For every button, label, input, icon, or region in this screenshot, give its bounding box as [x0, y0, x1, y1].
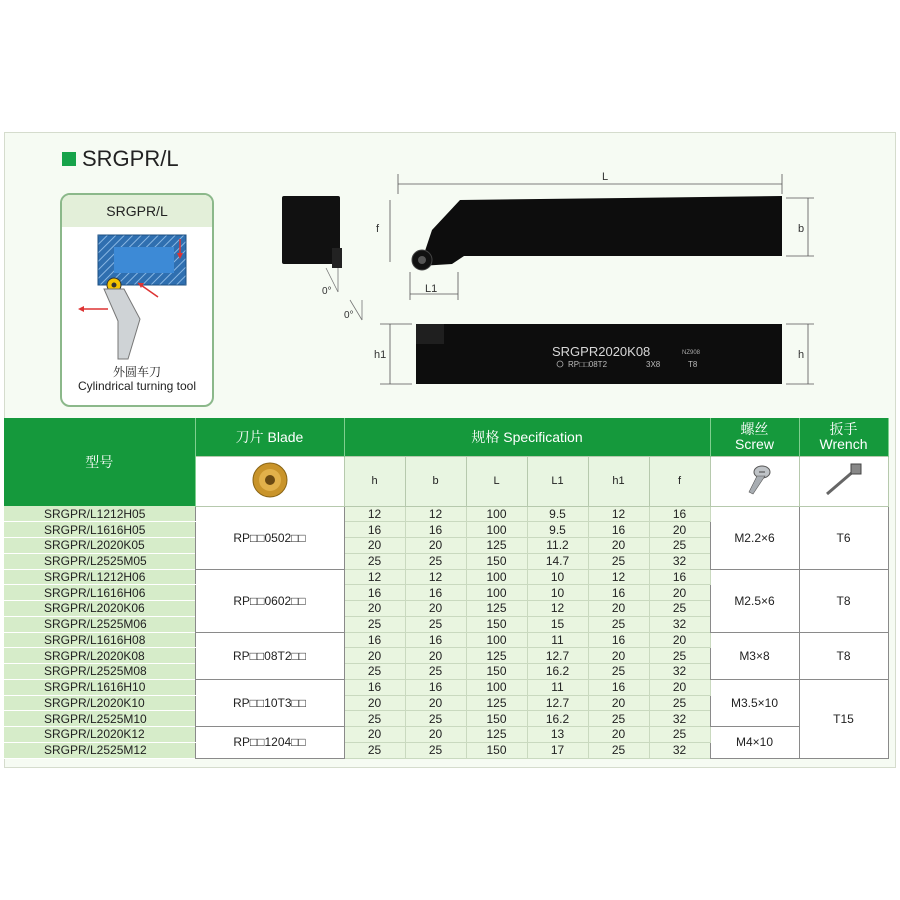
spec-cell-l1: 14.7	[527, 553, 588, 569]
header-spec: 规格 Specification	[344, 418, 710, 456]
spec-cell-l1: 11.2	[527, 538, 588, 554]
screw-cell: M3.5×10	[710, 679, 799, 726]
spec-cell-h: 25	[344, 616, 405, 632]
spec-col-h1: h1	[588, 456, 649, 506]
spec-cell-l: 100	[466, 632, 527, 648]
spec-cell-h1: 16	[588, 679, 649, 695]
spec-cell-l: 100	[466, 585, 527, 601]
screw-cell: M3×8	[710, 632, 799, 679]
spec-cell-f: 20	[649, 585, 710, 601]
spec-cell-f: 20	[649, 679, 710, 695]
spec-cell-b: 16	[405, 585, 466, 601]
header-blade: 刀片 Blade	[195, 418, 344, 456]
spec-cell-l1: 12	[527, 601, 588, 617]
spec-col-f: f	[649, 456, 710, 506]
spec-cell-h: 20	[344, 538, 405, 554]
spec-cell-f: 25	[649, 648, 710, 664]
spec-cell-h1: 25	[588, 664, 649, 680]
spec-cell-l: 125	[466, 538, 527, 554]
spec-cell-f: 25	[649, 601, 710, 617]
header-screw	[710, 418, 799, 456]
spec-cell-l: 125	[466, 695, 527, 711]
tool-marking: SRGPR2020K08	[552, 344, 651, 359]
illustration-caption-cn: 外圆车刀	[112, 365, 161, 379]
model-cell: SRGPR/L1212H06	[4, 569, 195, 585]
spec-cell-f: 25	[649, 695, 710, 711]
spec-cell-h1: 16	[588, 585, 649, 601]
blade-cell: RP□□0502□□	[195, 506, 344, 569]
table-row	[4, 569, 888, 585]
spec-cell-f: 16	[649, 569, 710, 585]
spec-cell-l1: 16.2	[527, 711, 588, 727]
spec-cell-l: 125	[466, 601, 527, 617]
spec-cell-l: 100	[466, 522, 527, 538]
blade-cell: RP□□08T2□□	[195, 632, 344, 679]
spec-cell-b: 20	[405, 727, 466, 743]
wrench-cell: T6	[799, 506, 888, 569]
dim-L-label: L	[602, 171, 609, 183]
header-wrench	[799, 418, 888, 456]
angle-label-1: 0°	[322, 286, 332, 297]
screw-cell: M2.2×6	[710, 506, 799, 569]
model-cell: SRGPR/L1616H10	[4, 679, 195, 695]
spec-cell-l: 100	[466, 569, 527, 585]
spec-cell-h1: 20	[588, 648, 649, 664]
application-illustration	[60, 193, 214, 407]
spec-cell-l: 150	[466, 553, 527, 569]
spec-cell-b: 20	[405, 601, 466, 617]
spec-cell-h1: 25	[588, 742, 649, 758]
spec-cell-b: 20	[405, 538, 466, 554]
spec-cell-l1: 11	[527, 632, 588, 648]
insert-icon	[240, 458, 300, 502]
page-title: SRGPR/L	[82, 146, 179, 171]
model-cell: SRGPR/L2020K06	[4, 601, 195, 617]
spec-cell-h: 16	[344, 522, 405, 538]
spec-cell-f: 16	[649, 506, 710, 522]
spec-cell-l: 150	[466, 664, 527, 680]
model-cell: SRGPR/L1616H06	[4, 585, 195, 601]
model-cell: SRGPR/L2020K10	[4, 695, 195, 711]
model-cell: SRGPR/L2525M10	[4, 711, 195, 727]
model-cell: SRGPR/L2525M05	[4, 553, 195, 569]
spec-cell-h1: 25	[588, 711, 649, 727]
turning-diagram-icon	[62, 229, 212, 369]
spec-cell-f: 32	[649, 742, 710, 758]
header-screw-cn: 螺丝	[740, 420, 769, 437]
spec-cell-h1: 16	[588, 632, 649, 648]
model-cell: SRGPR/L2020K12	[4, 727, 195, 743]
insert-front-view	[282, 196, 340, 264]
spec-cell-b: 25	[405, 553, 466, 569]
spec-cell-h: 20	[344, 601, 405, 617]
spec-cell-h: 20	[344, 695, 405, 711]
screw-icon	[735, 460, 775, 500]
spec-col-h: h	[344, 456, 405, 506]
spec-cell-b: 12	[405, 506, 466, 522]
model-cell: SRGPR/L1616H08	[4, 632, 195, 648]
spec-table	[4, 418, 889, 759]
spec-cell-l: 150	[466, 742, 527, 758]
header-wrench-cn: 扳手	[829, 420, 858, 437]
spec-cell-l: 100	[466, 506, 527, 522]
spec-cell-l: 125	[466, 648, 527, 664]
illustration-label: SRGPR/L	[62, 195, 212, 227]
table-row	[4, 506, 888, 522]
spec-cell-h1: 25	[588, 553, 649, 569]
spec-cell-b: 16	[405, 522, 466, 538]
spec-cell-h1: 16	[588, 522, 649, 538]
spec-cell-h1: 20	[588, 538, 649, 554]
spec-cell-l1: 17	[527, 742, 588, 758]
spec-cell-f: 25	[649, 727, 710, 743]
dim-b-label: b	[798, 223, 805, 235]
model-cell: SRGPR/L1616H05	[4, 522, 195, 538]
screw-cell: M4×10	[710, 727, 799, 759]
tool-marking-wrench: T8	[688, 360, 698, 369]
table-row	[4, 727, 888, 743]
spec-cell-b: 16	[405, 632, 466, 648]
dim-h-label: h	[798, 349, 805, 361]
spec-col-L1: L1	[527, 456, 588, 506]
spec-cell-h: 16	[344, 585, 405, 601]
spec-cell-l: 150	[466, 616, 527, 632]
spec-cell-l1: 12.7	[527, 648, 588, 664]
spec-cell-f: 20	[649, 632, 710, 648]
model-cell: SRGPR/L2525M12	[4, 742, 195, 758]
spec-cell-b: 20	[405, 695, 466, 711]
spec-cell-b: 20	[405, 648, 466, 664]
screw-cell: M2.5×6	[710, 569, 799, 632]
dim-f-label: f	[376, 223, 380, 235]
spec-cell-h: 25	[344, 664, 405, 680]
tool-top-view	[420, 196, 782, 266]
spec-cell-b: 25	[405, 742, 466, 758]
spec-cell-h: 25	[344, 711, 405, 727]
spec-cell-h: 12	[344, 506, 405, 522]
blade-cell: RP□□1204□□	[195, 727, 344, 759]
spec-cell-f: 32	[649, 664, 710, 680]
spec-col-b: b	[405, 456, 466, 506]
illustration-caption-en: Cylindrical turning tool	[77, 379, 197, 393]
spec-cell-l1: 16.2	[527, 664, 588, 680]
spec-cell-l: 150	[466, 711, 527, 727]
wrench-icon	[819, 460, 869, 500]
model-cell: SRGPR/L1212H05	[4, 506, 195, 522]
spec-cell-h1: 25	[588, 616, 649, 632]
model-cell: SRGPR/L2525M06	[4, 616, 195, 632]
blade-cell: RP□□10T3□□	[195, 679, 344, 726]
dim-h1-label: h1	[374, 349, 387, 361]
spec-cell-h: 12	[344, 569, 405, 585]
spec-cell-l1: 11	[527, 679, 588, 695]
spec-cell-h: 20	[344, 648, 405, 664]
title-square-icon	[62, 152, 76, 166]
spec-cell-h: 25	[344, 553, 405, 569]
spec-cell-h1: 12	[588, 569, 649, 585]
spec-cell-l1: 10	[527, 569, 588, 585]
dim-L1-label: L1	[425, 283, 438, 295]
spec-cell-b: 12	[405, 569, 466, 585]
spec-cell-h: 25	[344, 742, 405, 758]
wrench-cell: T15	[799, 679, 888, 758]
spec-cell-l1: 12.7	[527, 695, 588, 711]
spec-cell-f: 32	[649, 711, 710, 727]
blade-cell: RP□□0602□□	[195, 569, 344, 632]
tool-marking-screw: 3X8	[646, 360, 661, 369]
wrench-cell: T8	[799, 632, 888, 679]
tool-marking-insert: RP□□08T2	[568, 360, 608, 369]
spec-cell-h: 16	[344, 632, 405, 648]
header-model: 型号	[4, 418, 195, 506]
spec-cell-l: 125	[466, 727, 527, 743]
table-row	[4, 632, 888, 648]
spec-cell-f: 32	[649, 553, 710, 569]
wrench-image	[799, 456, 888, 506]
model-cell: SRGPR/L2020K05	[4, 538, 195, 554]
spec-cell-h: 16	[344, 679, 405, 695]
spec-cell-l1: 13	[527, 727, 588, 743]
screw-image	[710, 456, 799, 506]
technical-drawing	[270, 160, 830, 400]
model-cell: SRGPR/L2020K08	[4, 648, 195, 664]
spec-cell-h1: 20	[588, 601, 649, 617]
spec-cell-b: 16	[405, 679, 466, 695]
spec-cell-h: 20	[344, 727, 405, 743]
spec-cell-h1: 12	[588, 506, 649, 522]
spec-cell-b: 25	[405, 616, 466, 632]
spec-cell-l: 100	[466, 679, 527, 695]
spec-cell-l1: 9.5	[527, 506, 588, 522]
spec-cell-h1: 20	[588, 727, 649, 743]
table-row	[4, 679, 888, 695]
spec-cell-l1: 15	[527, 616, 588, 632]
spec-cell-h1: 20	[588, 695, 649, 711]
spec-cell-l1: 9.5	[527, 522, 588, 538]
insert-image	[195, 456, 344, 506]
spec-cell-l1: 10	[527, 585, 588, 601]
wrench-cell: T8	[799, 569, 888, 632]
spec-cell-b: 25	[405, 664, 466, 680]
header-wrench-en: Wrench	[819, 435, 868, 452]
spec-cell-f: 20	[649, 522, 710, 538]
spec-cell-f: 25	[649, 538, 710, 554]
model-cell: SRGPR/L2525M08	[4, 664, 195, 680]
angle-label-2: 0°	[344, 310, 354, 321]
spec-cell-f: 32	[649, 616, 710, 632]
header-screw-en: Screw	[735, 435, 774, 452]
spec-col-L: L	[466, 456, 527, 506]
tool-marking-code: NZ908	[682, 350, 701, 356]
spec-cell-b: 25	[405, 711, 466, 727]
